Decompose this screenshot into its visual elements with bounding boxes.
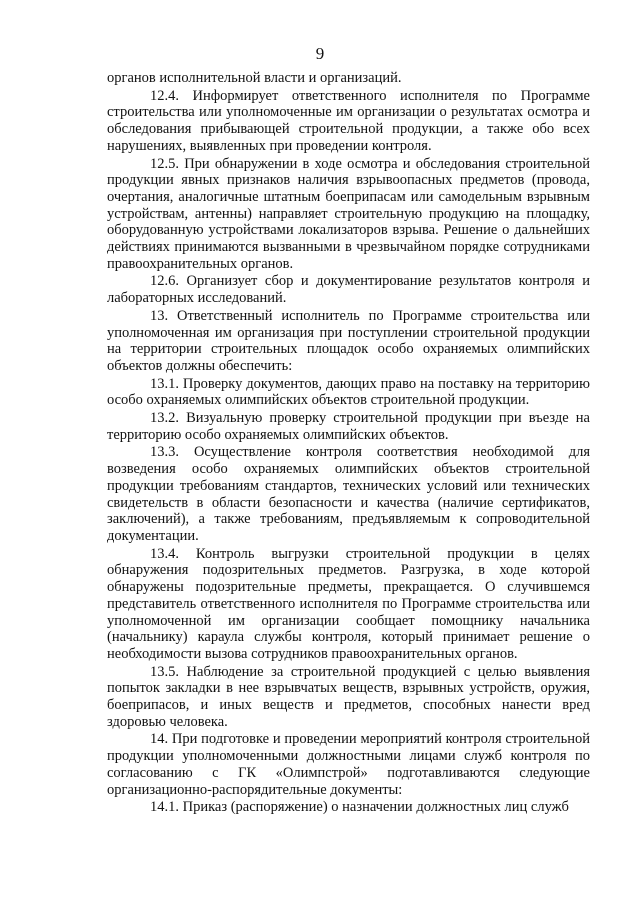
paragraph-13-3: 13.3. Осуществление контроля соответствия необходимой для возведения особо охраняемых олимпийских объектов строительной продукции требованиям стандартов, технических условий или технических свидетельств в области безопасности и качества (наличие сертификатов, заключений), а также требованиям, предъявляемым к сопроводительной документации. <box>107 444 590 544</box>
paragraph-12-4: 12.4. Информирует ответственного исполнителя по Программе строительства или уполномоченные им организации о результатах осмотра и обследования прибывающей строительной продукции, а также обо всех нарушениях, выявленных при проведении контроля. <box>107 87 590 154</box>
page-number: 9 <box>315 44 325 63</box>
paragraph-13-4: 13.4. Контроль выгрузки строительной продукции в целях обнаружения подозрительных предметов. Разгрузка, в ходе которой обнаружены подозрительные предметы, прекращается. О случившемся представитель ответственного исполнителя по Программе строительства или уполномоченной им организации сообщает помощнику начальника (начальнику) караула службы контроля, который принимает решение о необходимости вызова сотрудников правоохранительных органов. <box>107 545 590 662</box>
document-body <box>107 70 590 817</box>
paragraph-12-6: 12.6. Организует сбор и документирование результатов контроля и лабораторных исследований. <box>107 273 590 307</box>
paragraph-13-1: 13.1. Проверку документов, дающих право на поставку на территорию особо охраняемых олимпийских объектов строительной продукции. <box>107 375 590 409</box>
paragraph-13-5: 13.5. Наблюдение за строительной продукцией с целью выявления попыток закладки в нее взрывчатых веществ, взрывных устройств, оружия, боеприпасов, и иных веществ и предметов, способных нанести вред здоровью человека. <box>107 663 590 730</box>
paragraph-14-1: 14.1. Приказ (распоряжение) о назначении должностных лиц служб <box>150 799 569 816</box>
paragraph-12-5: 12.5. При обнаружении в ходе осмотра и обследования строительной продукции явных признаков наличия взрывоопасных предметов (провода, очертания, аналогичные штатным боеприпасам или самодельным взрывным устройствам, антенны) направляет строительную продукцию на площадку, оборудованную устройствами локализаторов взрыва. Решение о дальнейших действиях принимаются вызванными в чрезвычайном порядке сотрудниками правоохранительных органов. <box>107 155 590 272</box>
paragraph-continuation: органов исполнительной власти и организаций. <box>107 70 402 86</box>
paragraph-13: 13. Ответственный исполнитель по Программе строительства или уполномоченная им организация при поступлении строительной продукции на территории строительных площадок особо охраняемых олимпийских объектов должны обеспечить: <box>107 307 590 374</box>
paragraph-14: 14. При подготовке и проведении мероприятий контроля строительной продукции уполномоченными должностными лицами служб контроля по согласованию с ГК «Олимпстрой» подготавливаются следующие организационно-распорядительные документы: <box>107 731 590 798</box>
paragraph-13-2: 13.2. Визуальную проверку строительной продукции при въезде на территорию особо охраняемых олимпийских объектов. <box>107 410 590 443</box>
